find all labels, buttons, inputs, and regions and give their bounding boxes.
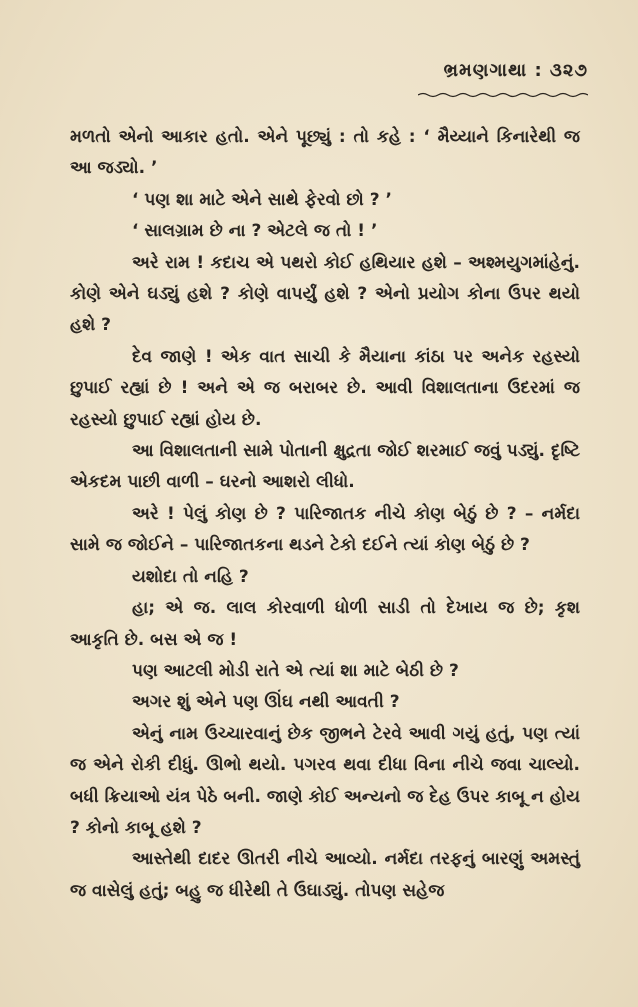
paragraph: અરે રામ ! કદાચ એ પથરો કોઈ હથિયાર હશે – અશ્મયુગમાંહેનું. કોણે એને ઘડ્યું હશે ? કોણે વાપર્યું હશે ? એનો પ્રયોગ કોના ઉપર થયો હશે ? <box>70 252 580 336</box>
paragraph: ‘ સાલગ્રામ છે ના ? એટલે જ તો ! ’ <box>132 221 378 242</box>
paragraph: મળતો એનો આકાર હતો. એને પૂછ્યું : તો કહે : ‘ મૈય્યાને કિનારેથી જ આ જડ્યો. ’ <box>70 127 580 179</box>
paragraph: હા; એ જ. લાલ કોરવાળી ધોળી સાડી તો દેખાય જ છે; કૃશ આકૃતિ છે. બસ એ જ ! <box>70 598 580 650</box>
running-head-underline <box>418 92 588 98</box>
paragraph: એનું નામ ઉચ્ચારવાનું છેક જીભને ટેરવે આવી ગયું હતું, પણ ત્યાં જ એને રોકી દીધું. ઊભો થયો. પગરવ થવા દીધા વિના નીચે જવા ચાલ્યો. બધી ક્રિયાઓ યંત્ર પેઠે બની. જાણે કોઈ અન્યનો જ દેહ ઉપર કાબૂ ન હોય ? કોનો કાબૂ હશે ? <box>70 723 580 838</box>
paragraph: અરે ! પેલું કોણ છે ? પારિજાતક નીચે કોણ બેઠું છે ? – નર્મદા સામે જ જોઈને – પારિજાતકના થડને ટેકો દઈને ત્યાં કોણ બેઠું છે ? <box>70 503 580 556</box>
paragraph: આ વિશાલતાની સામે પોતાની ક્ષુદ્રતા જોઈ શરમાઈ જવું પડ્યું. દૃષ્ટિ એકદમ પાછી વાળી – ઘરનો આશરો લીધો. <box>70 441 580 493</box>
paragraph: આસ્તેથી દાદર ઊતરી નીચે આવ્યો. નર્મદા તરફનું બારણું અમસ્તું જ વાસેલું હતું; બહુ જ ધીરેથી તે ઉઘાડ્યું. તોપણ સહેજ <box>70 849 580 901</box>
paragraph: દેવ જાણે ! એક વાત સાચી કે મૈયાના કાંઠા પર અનેક રહસ્યો છુપાઈ રહ્યાં છે ! અને એ જ બરાબર છે. આવી વિશાલતાના ઉદરમાં જ રહસ્યો છુપાઈ રહ્યાં હોય છે. <box>70 346 580 430</box>
paragraph: પણ આટલી મોડી રાતે એ ત્યાં શા માટે બેઠી છે ? <box>132 660 459 681</box>
paragraph: યશોદા તો નહિ ? <box>132 566 249 587</box>
paragraph: અગર શું એને પણ ઊંઘ નથી આવતી ? <box>132 692 400 713</box>
body-text <box>70 122 580 907</box>
running-head: ભ્રમણગાથા : ૩૨૭ <box>443 60 588 81</box>
paragraph: ‘ પણ શા માટે એને સાથે ફેરવો છો ? ’ <box>132 189 392 210</box>
